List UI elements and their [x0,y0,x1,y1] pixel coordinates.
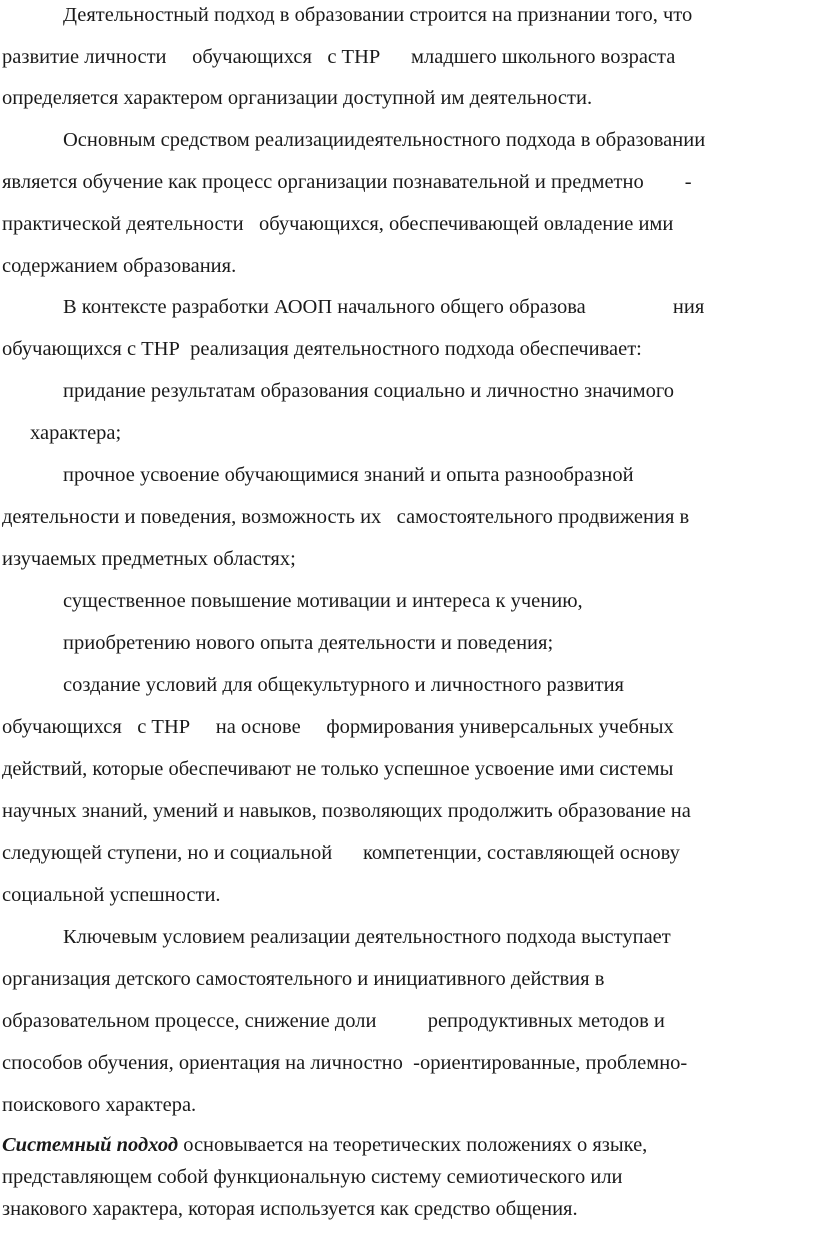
text-line: приобретению нового опыта деятельности и поведения; [63,632,554,654]
text-line: Деятельностный подход в образовании строится на признании того, что [63,4,693,26]
text-line: развитие личности обучающихся с ТНР младшего школьного возраста [2,46,676,68]
system-approach-term: Системный подход [2,1134,179,1156]
text-line: Ключевым условием реализации деятельностного подхода выступает [63,926,671,948]
text-line: существенное повышение мотивации и интереса к учению, [63,590,583,612]
text-line: является обучение как процесс организации познавательной и предметно - [2,171,692,193]
text-line: следующей ступени, но и социальной компетенции, составляющей основу [2,842,680,864]
text-line: придание результатам образования социально и личностно значимого [63,380,674,402]
text-line: деятельности и поведения, возможность их самостоятельного продвижения в [2,506,690,528]
text-line: характера; [30,422,122,444]
text-line: определяется характером организации доступной им деятельности. [2,87,593,109]
text-line: обучающихся с ТНР реализация деятельностного подхода обеспечивает: [2,338,642,360]
text-line: Основным средством реализациидеятельностного подхода в образовании [63,129,706,151]
text-line: обучающихся с ТНР на основе формирования универсальных учебных [2,716,674,738]
system-approach-text: основывается на теоретических положениях о языке, [178,1134,648,1156]
text-line: научных знаний, умений и навыков, позволяющих продолжить образование на [2,800,691,822]
text-line: изучаемых предметных областях; [2,548,296,570]
text-line: создание условий для общекультурного и личностного развития [63,674,624,696]
text-line: поискового характера. [2,1094,197,1116]
text-line: образовательном процессе, снижение доли репродуктивных методов и [2,1010,665,1032]
text-line: организация детского самостоятельного и инициативного действия в [2,968,605,990]
system-approach-line [2,1135,647,1156]
text-line: социальной успешности. [2,884,221,906]
text-line: представляющем собой функциональную систему семиотического или [2,1166,623,1188]
text-line: действий, которые обеспечивают не только успешное усвоение ими системы [2,758,674,780]
text-line: прочное усвоение обучающимися знаний и опыта разнообразной [63,464,634,486]
text-line: способов обучения, ориентация на личностно -ориентированные, проблемно- [2,1052,688,1074]
text-line: практической деятельности обучающихся, обеспечивающей овладение ими [2,213,674,235]
text-line: содержанием образования. [2,255,237,277]
text-line: В контексте разработки АООП начального общего образова ния [63,296,705,318]
text-line: знакового характера, которая используется как средство общения. [2,1198,578,1220]
